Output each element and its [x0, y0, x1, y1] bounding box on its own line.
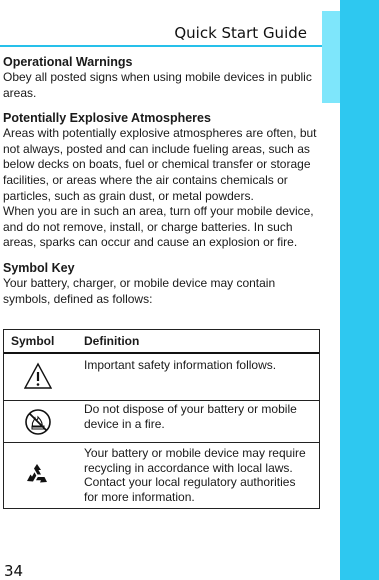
section-body-explosive-atmospheres: Areas with potentially explosive atmospheres are often, but not always, posted and can include fueling areas, such as below decks on boats, fuel or chemical transfer or storage facilities, or areas where the air contains chemicals or particles, such as grain dust, or metal powders. — [3, 126, 317, 203]
page-header-title: Quick Start Guide — [174, 24, 307, 42]
table-header-definition: Definition — [84, 334, 140, 348]
table-row — [4, 354, 319, 401]
table-row-definition: Do not dispose of your battery or mobile device in a fire. — [84, 402, 297, 431]
chapter-tab-dark — [340, 0, 379, 580]
symbol-key-table — [3, 329, 320, 509]
table-header — [4, 330, 319, 354]
section-heading-explosive-atmospheres: Potentially Explosive Atmospheres — [3, 111, 211, 126]
page-content — [3, 54, 321, 307]
table-header-symbol: Symbol — [11, 334, 55, 348]
header-divider — [0, 45, 322, 47]
section-body-symbol-key: Your battery, charger, or mobile device may contain symbols, defined as follows: — [3, 275, 276, 306]
no-fire-disposal-icon — [24, 408, 52, 441]
section-heading-operational-warnings: Operational Warnings — [3, 55, 133, 69]
section-heading-symbol-key: Symbol Key — [3, 260, 75, 275]
section-body2-explosive-atmospheres: When you are in such an area, turn off your mobile device, and do not remove, install, or charge batteries. In such areas, sparks can occur and cause an explosion or fire. — [3, 204, 314, 250]
section-body-operational-warnings: Obey all posted signs when using mobile devices in public areas. — [3, 70, 312, 100]
page-number: 34 — [4, 562, 24, 580]
table-row-definition: Important safety information follows. — [84, 358, 277, 372]
warning-triangle-icon — [24, 362, 52, 395]
table-row — [4, 442, 319, 508]
table-row — [4, 400, 319, 443]
recycle-icon — [24, 462, 50, 493]
table-row-definition: Your battery or mobile device may require recycling in accordance with local laws. Contact your local regulatory authorities for more information. — [84, 446, 306, 504]
